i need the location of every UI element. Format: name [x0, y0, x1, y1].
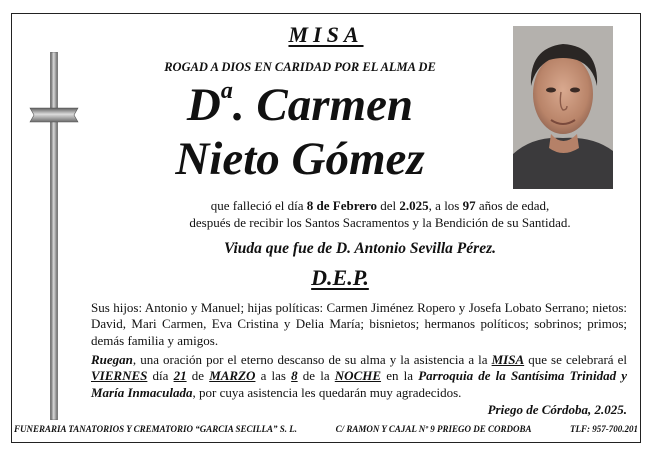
- mass-place: Parroquia de la Santísima Trinidad y María Inmaculada: [91, 368, 627, 400]
- subtitle: ROGAD A DIOS EN CARIDAD POR EL ALMA DE: [164, 60, 436, 74]
- portrait-photo: [513, 26, 613, 189]
- mass-paragraph: Ruegan, una oración por el eterno descanso de su alma y la asistencia a la MISA que se celebrará el VIERNES día 21 de MARZO a las 8 de la NOCHE en la Parroquia de la Santísima Trinidad y María Inmaculada, por cuya asistencia les quedarán muy agradecidos.: [91, 352, 628, 400]
- dep-heading: D.E.P.: [311, 265, 369, 290]
- name-prefix-sup: a: [220, 78, 233, 104]
- cross-icon: [28, 52, 80, 420]
- page-title: MISA: [288, 22, 364, 47]
- mass-hour: 8: [291, 368, 298, 384]
- deceased-last-names: Nieto Gómez: [175, 133, 425, 185]
- footer: [14, 424, 638, 434]
- mass-day: 21: [173, 368, 187, 384]
- widow-line: Viuda que fue de D. Antonio Sevilla Pérez.: [224, 240, 496, 257]
- name-prefix: D: [186, 79, 221, 131]
- place-date: Priego de Córdoba, 2.025.: [487, 402, 627, 417]
- mass-time-of-day: NOCHE: [334, 368, 382, 384]
- death-year: 2.025: [399, 198, 429, 213]
- mass-weekday: VIERNES: [91, 368, 148, 384]
- deceased-first-name: [150, 78, 450, 132]
- footer-company: FUNERARIA TANATORIOS Y CREMATORIO “GARCIA SECILLA” S. L.: [14, 424, 298, 434]
- death-date: 8 de Febrero: [306, 198, 378, 213]
- footer-address: C/ RAMON Y CAJAL Nº 9 PRIEGO DE CORDOBA: [335, 424, 532, 434]
- death-info-line2: después de recibir los Santos Sacramentos y la Bendición de su Santidad.: [189, 215, 571, 230]
- mass-month: MARZO: [209, 368, 256, 384]
- first-name: . Carmen: [232, 79, 414, 131]
- age: 97: [462, 198, 476, 213]
- footer-phone: TLF: 957-700.201: [570, 424, 638, 434]
- misa-word: MISA: [491, 352, 525, 367]
- family-paragraph: Sus hijos: Antonio y Manuel; hijas políticas: Carmen Jiménez Ropero y Josefa Lobato Serrano; nietos: David, Mari Carmen, Eva Cristina y Delia María; bisnietos; hermanos políticos; sobrinos; primos; demás familia y amigos.: [91, 300, 627, 348]
- death-info-line1: que falleció el día 8 de Febrero del 2.025, a los 97 años de edad,: [210, 198, 550, 213]
